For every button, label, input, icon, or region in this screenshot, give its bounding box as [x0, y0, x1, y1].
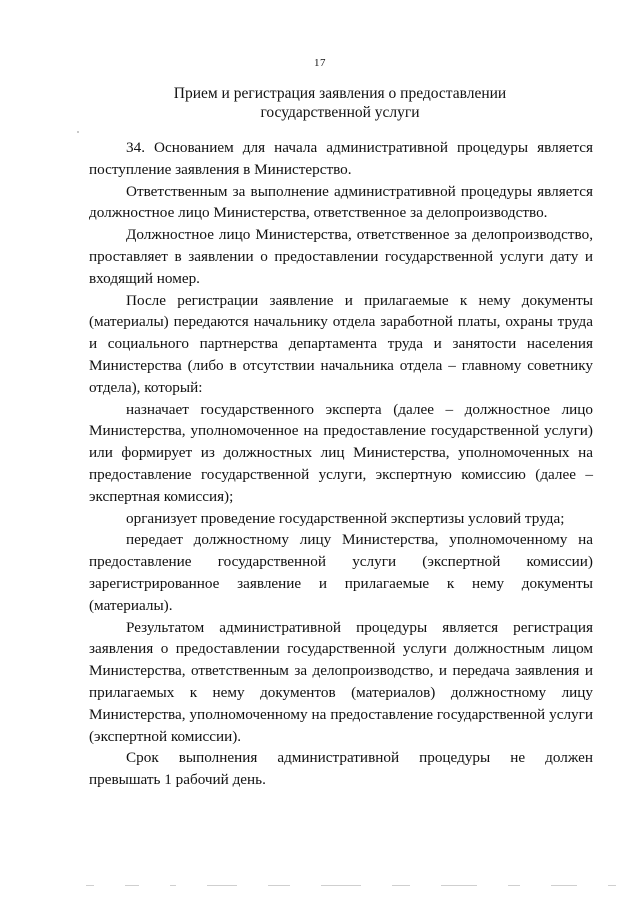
paragraph-line: превышать 1 рабочий день. — [89, 771, 266, 789]
paragraph-line: Министерства (либо в отсутствии начальника отдела – главному советнику — [89, 356, 593, 374]
paragraph-line: должностное лицо Министерства, ответственное за делопроизводство. — [89, 204, 548, 222]
paragraph-line: зарегистрированное заявление и прилагаемые к нему документы — [89, 574, 593, 592]
paragraph-line: Министерства, ответственным за делопроизводство, и передача заявления и — [89, 662, 593, 680]
paragraph-line: После регистрации заявление и прилагаемые к нему документы — [126, 291, 593, 309]
paragraph-line: Министерства, уполномоченному на предоставление государственной услуги — [89, 705, 593, 723]
paragraph-line: экспертная комиссия); — [89, 487, 234, 505]
margin-mark — [77, 131, 79, 133]
paragraph-line: проставляет в заявлении о предоставлении государственной услуги дату и — [89, 247, 593, 265]
paragraph-line: организует проведение государственной экспертизы условий труда; — [126, 509, 565, 527]
paragraph-line: предоставление государственной услуги, экспертную комиссию (далее – — [89, 465, 593, 483]
paragraph-line: (материалы). — [89, 596, 173, 614]
paragraph — [89, 529, 593, 616]
document-body — [89, 137, 593, 791]
scan-artifact-footer — [86, 885, 616, 889]
paragraph-line: или формирует из должностных лиц Министерства, уполномоченных на — [89, 444, 593, 462]
paragraph-line: поступление заявления в Министерство. — [89, 160, 352, 178]
section-title-line-1: Прием и регистрация заявления о предоставлении — [173, 85, 507, 102]
section-title-line-2: государственной услуги — [260, 104, 420, 121]
paragraph-line: 34. Основанием для начала административной процедуры является — [126, 139, 593, 156]
paragraph-line: (материалы) передаются начальнику отдела заработной платы, охраны труда — [89, 313, 593, 331]
paragraph-line: прилагаемых к нему документов (материалов) должностному лицу — [89, 683, 593, 701]
paragraph — [89, 747, 593, 791]
section-title — [0, 84, 640, 122]
paragraph-line: заявления о предоставлении государственной услуги должностным лицом — [89, 640, 593, 658]
paragraph-line: (экспертной комиссии). — [89, 727, 242, 745]
paragraph-line: входящий номер. — [89, 269, 200, 287]
paragraph-line: Министерства, уполномоченное на предоставление государственной услуги) — [89, 422, 593, 440]
paragraph-line: Срок выполнения административной процедуры не должен — [126, 749, 593, 767]
paragraph-line: назначает государственного эксперта (далее – должностное лицо — [126, 400, 593, 418]
paragraph — [89, 137, 593, 181]
paragraph — [89, 617, 593, 748]
paragraph — [89, 399, 593, 508]
paragraph-line: отдела), который: — [89, 378, 203, 396]
paragraph — [89, 508, 593, 530]
paragraph-line: Результатом административной процедуры является регистрация — [126, 618, 593, 636]
paragraph — [89, 181, 593, 225]
paragraph — [89, 290, 593, 399]
paragraph — [89, 224, 593, 289]
paragraph-line: предоставление государственной услуги (экспертной комиссии) — [89, 553, 593, 571]
page-number: 17 — [314, 57, 326, 69]
paragraph-line: и социального партнерства департамента труда и занятости населения — [89, 335, 593, 353]
paragraph-line: Должностное лицо Министерства, ответственное за делопроизводство, — [126, 226, 593, 244]
paragraph-line: передает должностному лицу Министерства, уполномоченному на — [126, 531, 593, 549]
paragraph-line: Ответственным за выполнение административной процедуры является — [126, 182, 593, 200]
